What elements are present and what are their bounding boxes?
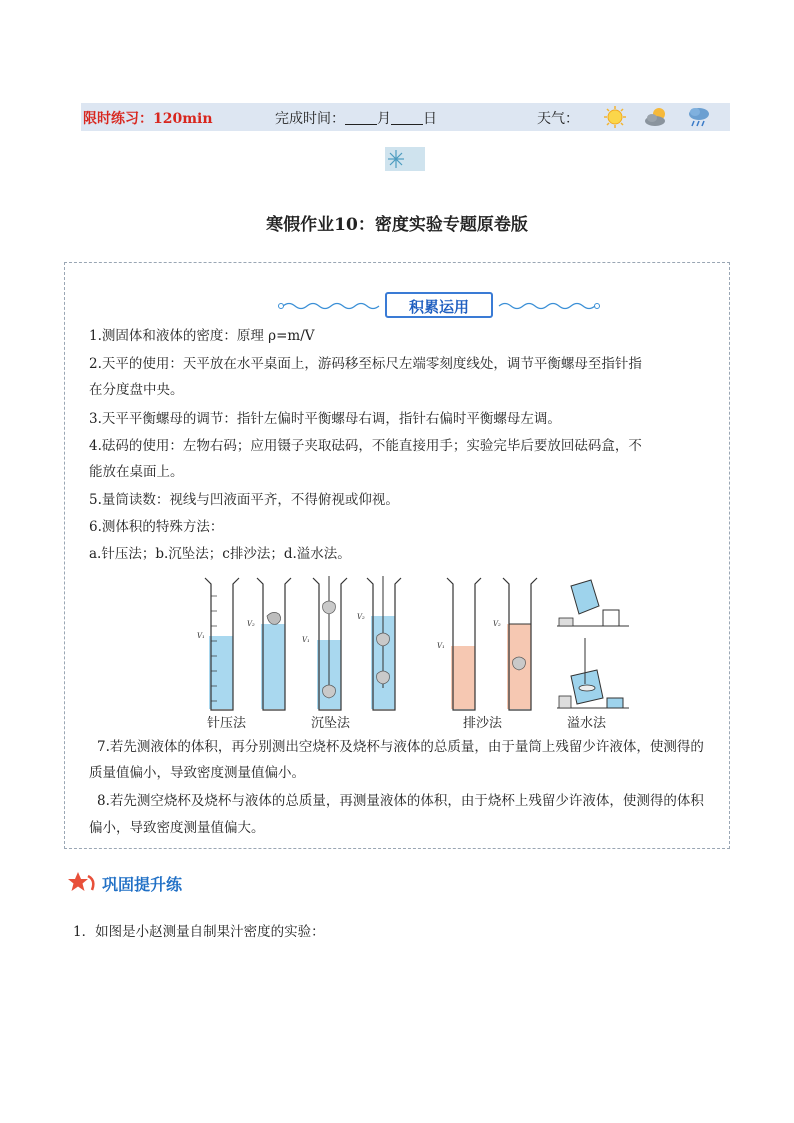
- item-8-cont: 偏小，导致密度测量值偏大。: [89, 820, 265, 836]
- sun-icon: [601, 105, 629, 129]
- question-1: 1．如图是小赵测量自制果汁密度的实验：: [73, 924, 325, 940]
- volume-methods-figure: [199, 576, 699, 736]
- month-label: 月: [377, 111, 391, 127]
- item-1: 1.测固体和液体的密度：原理 ρ=m/V: [89, 328, 315, 344]
- snowflake-icon: [385, 147, 425, 171]
- svg-text:V₁: V₁: [197, 632, 205, 640]
- page-title: 寒假作业10：密度实验专题原卷版: [266, 215, 528, 235]
- overflow-method-bottom: [557, 638, 629, 708]
- cylinder-sinker-1: [302, 576, 347, 710]
- cylinder-diagram: [199, 576, 699, 736]
- rain-cloud-icon: [685, 105, 713, 129]
- item-6: 6.测体积的特殊方法：: [89, 519, 224, 535]
- month-blank[interactable]: [345, 111, 377, 125]
- svg-text:V₂: V₂: [247, 620, 255, 628]
- item-2-cont: 在分度盘中央。: [89, 382, 184, 398]
- item-4-cont: 能放在桌面上。: [89, 464, 184, 480]
- item-4: 4.砝码的使用：左物右码；应用镊子夹取砝码，不能直接用手；实验完毕后要放回砝码盒，不: [89, 438, 642, 454]
- svg-text:V₂: V₂: [357, 613, 365, 621]
- item-7: 7.若先测液体的体积，再分别测出空烧杯及烧杯与液体的总质量，由于量筒上残留少许液体，使测得的: [97, 739, 704, 755]
- knowledge-box: [64, 262, 730, 849]
- caption-sand: 排沙法: [463, 716, 503, 731]
- svg-text:V₁: V₁: [302, 636, 310, 644]
- cylinder-sand-2: [493, 578, 537, 710]
- item-2: 2.天平的使用：天平放在水平桌面上，游码移至标尺左端零刻度线处，调节平衡螺母至指针指: [89, 356, 642, 372]
- day-blank[interactable]: [391, 111, 423, 125]
- item-7-cont: 质量值偏小，导致密度测量值偏小。: [89, 765, 305, 781]
- cylinder-needle-2: [247, 578, 291, 710]
- completion-time: [275, 108, 437, 128]
- star-icon: [68, 870, 98, 894]
- section-header: [68, 870, 183, 894]
- caption-sinker: 沉坠法: [311, 716, 351, 731]
- banner-text: 积累运用: [408, 298, 469, 316]
- banner-pill: [385, 292, 493, 318]
- item-6-methods: a.针压法；b.沉坠法；c排沙法；d.溢水法。: [89, 546, 351, 562]
- caption-needle: 针压法: [207, 716, 247, 731]
- caption-overflow: 溢水法: [567, 716, 607, 731]
- item-5: 5.量筒读数：视线与凹液面平齐，不得俯视或仰视。: [89, 492, 399, 508]
- svg-text:V₂: V₂: [493, 620, 501, 628]
- header-bar: [81, 103, 730, 131]
- overflow-method-top: [557, 580, 629, 626]
- cylinder-sinker-2: [357, 576, 401, 710]
- snowflake-decoration: [385, 147, 425, 171]
- svg-text:V₁: V₁: [437, 642, 445, 650]
- cylinder-needle-1: [197, 578, 239, 710]
- cylinder-sand-1: [437, 578, 481, 710]
- day-label: 日: [423, 111, 437, 127]
- weather-label: 天气：: [537, 111, 579, 127]
- section-title: 巩固提升练: [102, 875, 183, 894]
- done-label: 完成时间：: [275, 111, 345, 127]
- item-8: 8.若先测空烧杯及烧杯与液体的总质量，再测量液体的体积，由于烧杯上残留少许液体，使测得的体积: [97, 793, 704, 809]
- item-3: 3.天平平衡螺母的调节：指针左偏时平衡螺母右调，指针右偏时平衡螺母左调。: [89, 411, 561, 427]
- partly-cloudy-icon: [643, 105, 671, 129]
- section-banner: [283, 290, 503, 320]
- time-limit: 限时练习：120min: [83, 111, 213, 127]
